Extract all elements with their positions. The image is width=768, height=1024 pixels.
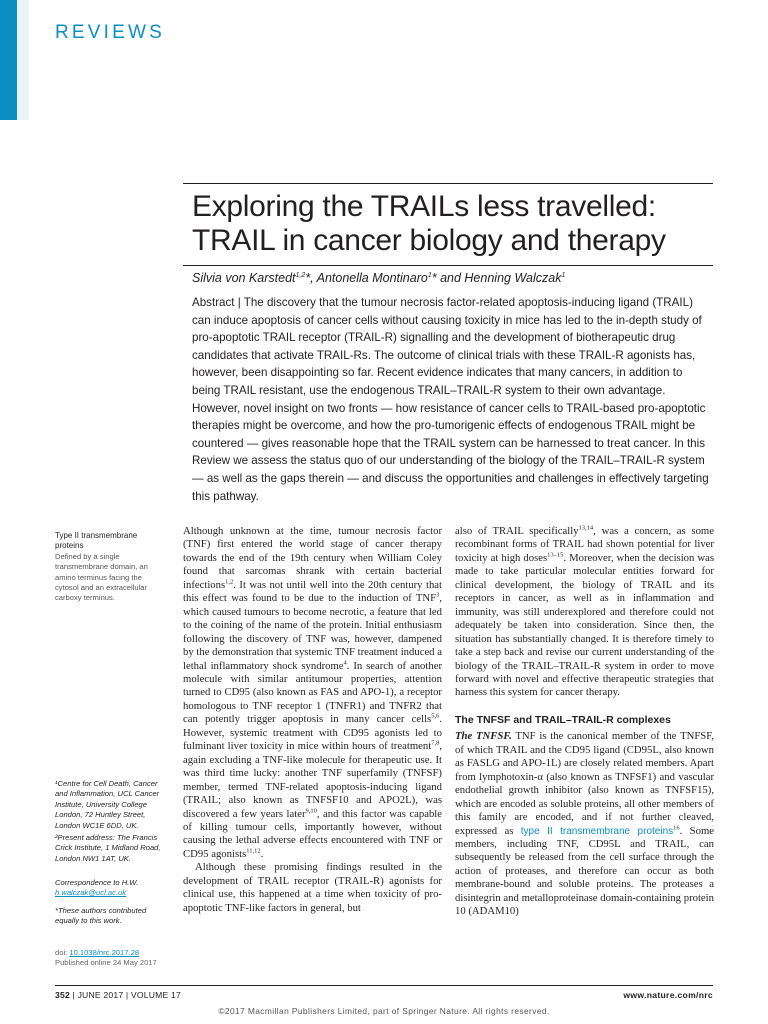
glossary-link[interactable]: type II transmembrane proteins — [520, 825, 674, 837]
reference-link[interactable]: 4 — [343, 658, 347, 666]
equal-note-text: *These authors contributed equally to this work. — [55, 906, 147, 926]
text-run: , was a concern, as some recombinant forms of TRAIL had shown potential for liver toxicity at high doses — [455, 525, 714, 564]
copyright-notice: ©2017 Macmillan Publishers Limited, part of Springer Nature. All rights reserved. — [218, 1006, 550, 1016]
footer-rule — [55, 985, 713, 986]
affiliations — [55, 779, 167, 866]
author-name: Antonella Montinaro — [316, 271, 428, 285]
author-affiliation: 1,2 — [295, 271, 306, 279]
page-number: 352 — [55, 990, 70, 1000]
reference-link[interactable]: 13–15 — [547, 551, 564, 559]
title-top-rule — [183, 183, 713, 184]
author-list: Silvia von Karstedt$^{1,2}$*, Antonella Montinaro$^1$* and Henning Walczak$^1$ — [192, 271, 566, 285]
reference-link[interactable]: 11,12 — [246, 847, 261, 855]
glossary-box — [55, 531, 167, 604]
run-in-heading: The TNFSF. — [455, 730, 512, 743]
body-paragraph: Although these promising findings resulted in the development of TRAIL receptor (TRAIL-R) agonists for clinical use, this happened at a time when toxicity of pro-apoptotic TNF-like factors in general, but — [183, 861, 442, 914]
author-name: Silvia von Karstedt — [192, 271, 296, 285]
body-paragraph — [455, 730, 714, 918]
body-column-2 — [455, 525, 714, 919]
section-label: REVIEWS — [55, 22, 166, 43]
text-run: . It was not until well into the 20th century that this effect was found to be due to the induction of TNF — [183, 578, 442, 605]
doi-link[interactable]: 10.1038/nrc.2017.28 — [69, 948, 140, 957]
glossary-term: Type II transmembrane proteins — [55, 531, 138, 551]
equal-contribution-note — [55, 906, 167, 927]
reference-link[interactable]: 7,8 — [431, 739, 440, 747]
journal-url[interactable]: www.nature.com/nrc — [623, 990, 713, 1000]
author-name: Henning Walczak — [464, 271, 562, 285]
text-run: also of TRAIL specifically — [455, 525, 579, 537]
reference-link[interactable]: 9,10 — [305, 806, 317, 814]
footer-page-info: 352 | JUNE 2017 | VOLUME 17 — [55, 990, 181, 1000]
glossary-definition: Defined by a single transmembrane domain, an amino terminus facing the cytosol and an extracellular carboxy terminus. — [55, 551, 148, 603]
issue-info: JUNE 2017 | VOLUME 17 — [77, 990, 181, 1000]
abstract-text: The discovery that the tumour necrosis factor-related apoptosis-inducing ligand (TRAIL) can induce apoptosis of cancer cells without causing toxicity in mice has led to the in-depth study of pro-apoptotic TRAIL receptor (TRAIL-R) signalling and the development of biotherapeutic drug candidates that activate TRAIL-Rs. The outcome of clinical trials with these TRAIL-R agonists has, however, been disappointing so far. Recent evidence indicates that many cancers, in addition to being TRAIL resistant, use the endogenous TRAIL–TRAIL-R system to their own advantage. However, novel insight on two fronts — how resistance of cancer cells to TRAIL-based pro-apoptotic therapies might be overcome, and how the pro-tumorigenic effects of endogenous TRAIL might be countered — gives reasonable hope that the TRAIL system can be harnessed to treat cancer. In this Review we assess the status quo of our understanding of the biology of the TRAIL–TRAIL-R system — as well as the gaps therein — and discuss the opportunities and challenges in effectively targeting this pathway. — [192, 296, 709, 503]
title-bottom-rule — [183, 265, 713, 266]
article-title: Exploring the TRAILs less travelled: TRAIL in cancer biology and therapy — [192, 190, 666, 257]
abstract-label: Abstract — [192, 296, 235, 309]
correspondence-label: Correspondence to H.W. — [55, 878, 139, 887]
text-run: . Moreover, when the decision was made to take particular molecular entities forward for clinical development, the biology of TRAIL and its receptors in cancer, as well as in inflammation and immunity, was still underexplored and therefore could not adequately be taken into consideration. Since then, the situation has substantially changed. It is therefore timely to take a step back and revise our current understanding of the biology of the TRAIL–TRAIL-R system in order to move forward with novel and effective therapeutic strategies that harness this system for cancer therapy. — [455, 551, 714, 699]
text-run: . In search of another molecule with similar antitumour properties, attention turned to CD95 (also known as FAS and APO-1), a receptor homologous to TNF receptor 1 (TNFR1) and TNFR2 that can potently trigger apoptosis in many cancer cells — [183, 659, 442, 726]
text-run: . Some members, including TNF, CD95L and TRAIL, can subsequently be released from the cell surface through the action of proteases, and therefore can occur as both membrane-bound and soluble proteins. The proteases a disintegrin and metalloproteinase domain-containing protein 10 (ADAM10) — [455, 824, 714, 918]
reference-link[interactable]: 16 — [673, 823, 680, 831]
reference-link[interactable]: 5,6 — [431, 712, 440, 720]
text-run: , which caused tumours to become necrotic, a feature that led to the coining of the name of the protein. Initial enthusiasm following the discovery of TNF was, however, dampened by the demonstration that systemic TNF treatment induced a lethal inflammatory shock syndrome — [183, 592, 442, 672]
body-column-1 — [183, 525, 442, 915]
affiliation: ²Present address: The Francis Crick Institute, 1 Midland Road, London NW1 1AT, UK. — [55, 833, 161, 863]
author-mark: * — [305, 271, 311, 285]
accent-bar-shade — [17, 0, 29, 120]
text-run: . However, systemic treatment with CD95 agonists led to fulminant liver toxicity in mice within hours of treatment — [183, 713, 442, 753]
doi-block — [55, 948, 167, 969]
reference-link[interactable]: 1,2 — [225, 578, 234, 586]
correspondence-email-link[interactable]: h.walczak@ucl.ac.uk — [55, 888, 127, 898]
text-run: . — [260, 847, 264, 860]
affiliation: ¹Centre for Cell Death, Cancer and Inflammation, UCL Cancer Institute, University College London, 72 Huntley Street, London WC1E 6DD, UK. — [55, 779, 160, 830]
reference-link[interactable]: 3 — [436, 591, 440, 599]
text-run: , again excluding a TNF-like molecule for therapeutic use. It was third time lucky: another TNF superfamily (TNFSF) member, termed TNF-related apoptosis-inducing ligand (TRAIL; also known as TNFSF10 and APO2L), was discovered a few years later — [183, 740, 442, 820]
text-run: Although unknown at the time, tumour necrosis factor (TNF) first entered the world stage of cancer therapy towards the end of the 19th century when William Coley found that sarcomas shrank with certain bacterial infections — [183, 525, 442, 591]
author-mark: * — [431, 271, 437, 285]
doi-label: doi: — [55, 948, 68, 957]
correspondence — [55, 878, 167, 899]
text-run: TNF is the canonical member of the TNFSF, of which TRAIL and the CD95 ligand (CD95L, also known as FASLG and APO-1L) are closely related members. Apart from lymphotoxin-α (also known as TNFSF1) and vascular endothelial growth inhibitor (also known as TNFSF15), which are encoded as soluble proteins, all other members of this family are encoded, and if not further cleaved, expressed as — [455, 730, 714, 837]
section-heading: The TNFSF and TRAIL–TRAIL-R complexes — [455, 713, 671, 726]
author-affiliation: 1 — [427, 271, 432, 279]
abstract: Abstract | The discovery that the tumour necrosis factor-related apoptosis-inducing ligand (TRAIL) can induce apoptosis of cancer cells without causing toxicity in mice has led to the in-depth study of pro-apoptotic TRAIL receptor (TRAIL-R) signalling and the development of biotherapeutic drug candidates that activate TRAIL-Rs. The outcome of clinical trials with these TRAIL-R agonists has, however, been disappointing so far. Recent evidence indicates that many cancers, in addition to being TRAIL resistant, use the endogenous TRAIL–TRAIL-R system to their own advantage. However, novel insight on two fronts — how resistance of cancer cells to TRAIL-based pro-apoptotic therapies might be overcome, and how the pro-tumorigenic effects of endogenous TRAIL might be countered — gives reasonable hope that the TRAIL system can be harnessed to treat cancer. In this Review we assess the status quo of our understanding of the biology of the TRAIL–TRAIL-R system — as well as the gaps therein — and discuss the opportunities and challenges in effectively targeting this pathway. — [192, 296, 709, 503]
reference-link[interactable]: 13,14 — [578, 524, 594, 532]
author-affiliation: 1 — [561, 271, 566, 279]
text-run: , and this factor was capable of killing tumour cells, importantly however, without causing the lethal adverse effects encountered with TNF or CD95 agonists — [183, 807, 443, 860]
accent-bar — [0, 0, 17, 120]
published-date: Published online 24 May 2017 — [55, 958, 157, 968]
body-paragraph — [183, 525, 442, 861]
body-paragraph — [455, 525, 714, 700]
